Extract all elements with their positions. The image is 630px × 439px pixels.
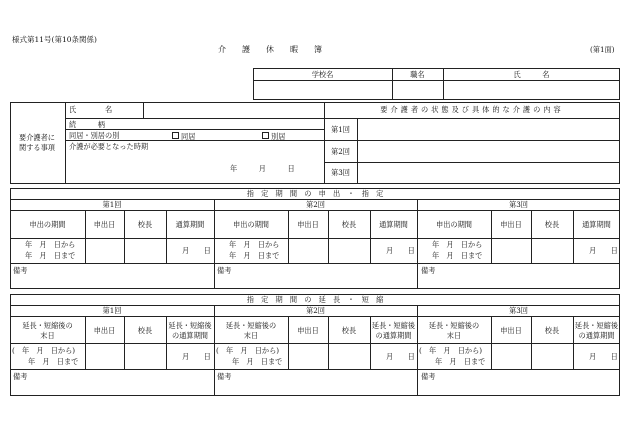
care-section-label-2: 関する事項 (19, 143, 55, 152)
s1-round-3: 第3回 (509, 200, 528, 209)
s2-col-total: 延長・短縮後 (371, 321, 416, 330)
s1-col-period: 申出の期間 (29, 220, 66, 229)
care-round-2: 第2回 (331, 147, 350, 156)
s2-total-value[interactable]: 月 日 (182, 352, 211, 361)
s2-round-2: 第2回 (306, 306, 325, 315)
s1-period-from[interactable]: 年 月 日から (229, 240, 280, 249)
s2-col-total: 延長・短縮後 (168, 321, 212, 330)
s2-col-end-date: 延長・短縮後の (428, 321, 480, 330)
s1-period-to[interactable]: 年 月 日まで (229, 251, 280, 260)
living-label: 同居・別居の別 (69, 131, 120, 140)
living-together-checkbox[interactable] (172, 132, 179, 139)
s2-col-total-2: の通算期間 (578, 331, 615, 340)
s1-total-value[interactable]: 月 日 (589, 246, 618, 255)
s1-col-principal: 校長 (341, 220, 357, 229)
living-separate-option[interactable]: 別居 (262, 132, 285, 140)
s1-round-2: 第2回 (306, 200, 325, 209)
s2-total-value[interactable]: 月 日 (589, 352, 618, 361)
s2-remarks: 備考 (217, 372, 232, 381)
s1-period-from[interactable]: 年 月 日から (25, 240, 76, 249)
s2-round-1: 第1回 (102, 306, 122, 315)
s2-col-date: 申出日 (297, 326, 319, 335)
s2-col-principal: 校長 (341, 326, 357, 335)
s2-period-from[interactable]: ( 年 月 日から) (12, 346, 76, 355)
form-number: 様式第11号(第10条関係) (12, 35, 97, 44)
s2-col-date: 申出日 (500, 326, 522, 335)
s1-col-date: 申出日 (500, 220, 522, 229)
school-name-label: 学校名 (311, 70, 334, 79)
s1-col-principal: 校長 (137, 220, 153, 229)
s1-col-total: 通算期間 (175, 220, 205, 229)
s2-period-from[interactable]: ( 年 月 日から) (216, 346, 280, 355)
care-content-header: 要介護者の状態及び具体的な介護の内容 (380, 105, 564, 114)
s1-remarks: 備考 (13, 266, 28, 275)
s2-round-3: 第3回 (509, 306, 528, 315)
care-round-3: 第3回 (331, 168, 350, 177)
care-round-1: 第1回 (331, 125, 350, 134)
relation-label: 続 柄 (69, 120, 105, 129)
employee-name-label: 氏 名 (513, 70, 550, 79)
s1-remarks: 備考 (421, 266, 436, 275)
s2-col-end-date-2: 末日 (243, 331, 259, 340)
living-together-option[interactable]: 同居 (172, 132, 195, 140)
position-label: 職名 (410, 70, 425, 79)
s2-col-end-date-2: 末日 (446, 331, 462, 340)
s1-period-from[interactable]: 年 月 日から (432, 240, 483, 249)
s2-period-from[interactable]: ( 年 月 日から) (419, 346, 483, 355)
s1-col-date: 申出日 (93, 220, 116, 229)
s1-col-period: 申出の期間 (233, 220, 269, 229)
s2-col-principal: 校長 (137, 326, 153, 335)
extension-title: 指 定 期 間 の 延 長 ・ 短 縮 (246, 295, 384, 304)
s2-total-value[interactable]: 月 日 (386, 352, 415, 361)
s1-round-1: 第1回 (102, 200, 122, 209)
s1-col-total: 通算期間 (379, 220, 408, 229)
page-title: 介 護 休 暇 簿 (218, 45, 322, 54)
s2-col-date: 申出日 (93, 326, 116, 335)
s2-period-to[interactable]: 年 月 日まで (435, 357, 486, 366)
employee-name-field[interactable] (443, 81, 620, 99)
school-name-field[interactable] (253, 81, 392, 99)
care-needed-since-label: 介護が必要となった時期 (69, 142, 149, 151)
s2-col-end-date: 延長・短縮後の (225, 321, 277, 330)
s1-col-date: 申出日 (297, 220, 319, 229)
s1-remarks: 備考 (217, 266, 232, 275)
s2-remarks: 備考 (13, 372, 28, 381)
s1-period-to[interactable]: 年 月 日まで (432, 251, 483, 260)
s2-col-total: 延長・短縮後 (574, 321, 619, 330)
s2-period-to[interactable]: 年 月 日まで (232, 357, 283, 366)
s2-col-total-2: の通算期間 (172, 331, 208, 340)
s1-col-total: 通算期間 (582, 220, 611, 229)
s1-total-value[interactable]: 月 日 (182, 246, 211, 255)
s2-remarks: 備考 (421, 372, 436, 381)
page-label: (第1面) (590, 45, 615, 54)
position-field[interactable] (392, 81, 443, 99)
s2-period-to[interactable]: 年 月 日まで (28, 357, 79, 366)
designation-title: 指 定 期 間 の 申 出 ・ 指 定 (246, 189, 384, 198)
s2-col-total-2: の通算期間 (375, 331, 412, 340)
s2-col-end-date: 延長・短縮後の (22, 321, 73, 330)
care-section-label-1: 要介護者に (19, 133, 55, 142)
s1-col-principal: 校長 (544, 220, 560, 229)
s1-total-value[interactable]: 月 日 (386, 246, 415, 255)
care-needed-date[interactable]: 年 月 日 (230, 164, 295, 173)
s2-col-end-date-2: 末日 (40, 331, 55, 340)
s1-col-period: 申出の期間 (436, 220, 472, 229)
s2-col-principal: 校長 (544, 326, 560, 335)
living-separate-checkbox[interactable] (262, 132, 269, 139)
care-name-field[interactable] (144, 103, 323, 117)
care-name-label: 氏 名 (69, 105, 113, 114)
s1-period-to[interactable]: 年 月 日まで (25, 251, 76, 260)
